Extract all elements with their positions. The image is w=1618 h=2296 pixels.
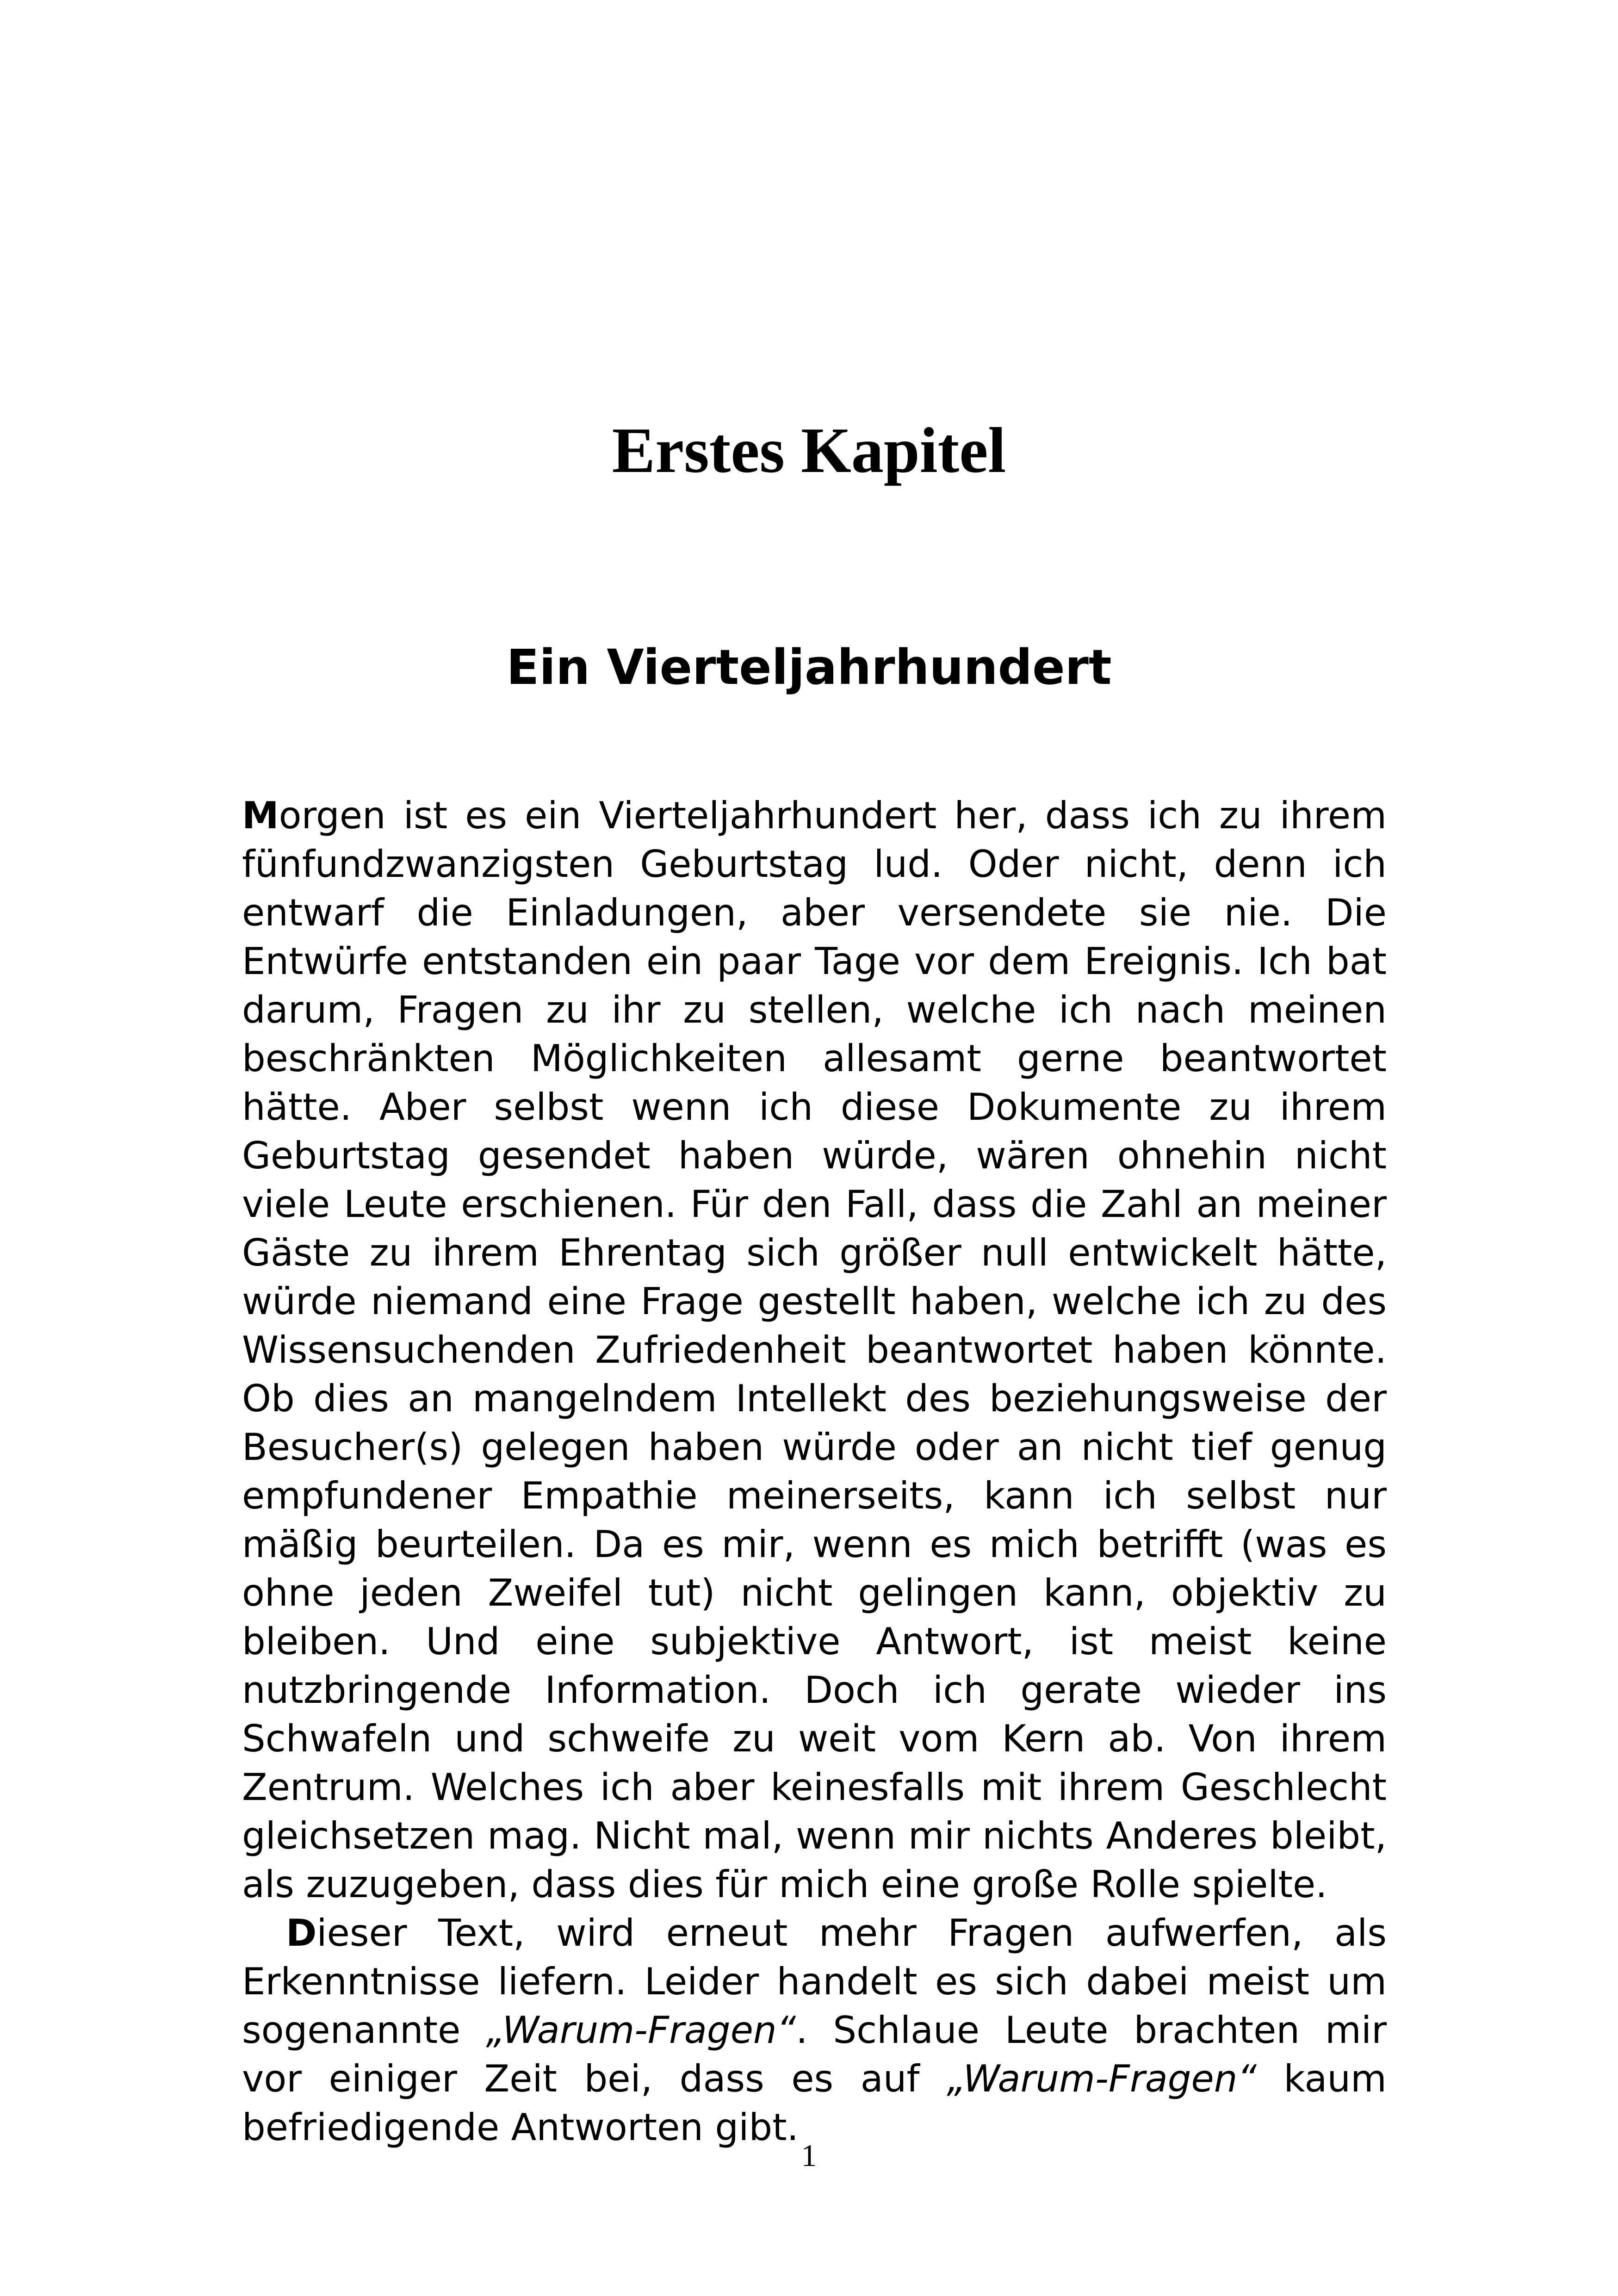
paragraph-1 (242, 791, 1387, 1909)
paragraph-1-text: orgen ist es ein Vierteljahrhundert her, dass ich zu ihrem fünfundzwanzigsten Geburtstag lud. Oder nicht, denn ich entwarf die Einladungen, aber versendete sie nie. Die Entwürfe entstanden ein paar Tage vor dem Ereignis. Ich bat darum, Fragen zu ihr zu stellen, welche ich nach meinen beschränkten Möglichkeiten allesamt gerne beantwortet hätte. Aber selbst wenn ich diese Dokumente zu ihrem Geburtstag gesendet haben würde, wären ohnehin nicht viele Leute erschienen. Für den Fall, dass die Zahl an meiner Gäste zu ihrem Ehrentag sich größer null entwickelt hätte, würde niemand eine Frage gestellt haben, welche ich zu des Wissensuchenden Zufriedenheit beantwortet haben könnte. Ob dies an mangelndem Intellekt des beziehungsweise der Besucher(s) gelegen haben würde oder an nicht tief genug empfundener Empathie meinerseits, kann ich selbst nur mäßig beurteilen. Da es mir, wenn es mich betrifft (was es ohne jeden Zweifel tut) nicht gelingen kann, objektiv zu bleiben. Und eine subjektive Antwort, ist meist keine nutzbringende Information. Doch ich gerate wieder ins Schwafeln und schweife zu weit vom Kern ab. Von ihrem Zentrum. Welches ich aber keinesfalls mit ihrem Geschlecht gleichsetzen mag. Nicht mal, wenn mir nichts Anderes bleibt, als zuzugeben, dass dies für mich eine große Rolle spielte. (242, 794, 1387, 1906)
paragraph-2-text-1: ieser Text, wird erneut mehr Fragen aufwerfen, als Erkenntnisse liefern. Leider handelt es sich dabei meist um sogenannte (242, 1911, 1387, 2052)
paragraph-2-text-3: kaum befriedigende Antworten gibt. (242, 2057, 1387, 2149)
paragraph-2 (242, 1909, 1387, 2152)
paragraph-2-text-2: . Schlaue Leute brachten mir vor einiger Zeit bei, dass es auf (242, 2009, 1387, 2100)
section-title: Ein Vierteljahrhundert (506, 639, 1112, 695)
body-text (242, 791, 1387, 2152)
paragraph-2-initial: D (286, 1911, 317, 1955)
paragraph-2-italic-1: „Warum-Fragen“ (486, 2009, 796, 2052)
page-number: 1 (801, 2138, 817, 2173)
paragraph-2-italic-2: „Warum-Fragen“ (947, 2057, 1257, 2100)
paragraph-1-initial: M (242, 794, 279, 837)
chapter-title: Erstes Kapitel (612, 415, 1006, 486)
